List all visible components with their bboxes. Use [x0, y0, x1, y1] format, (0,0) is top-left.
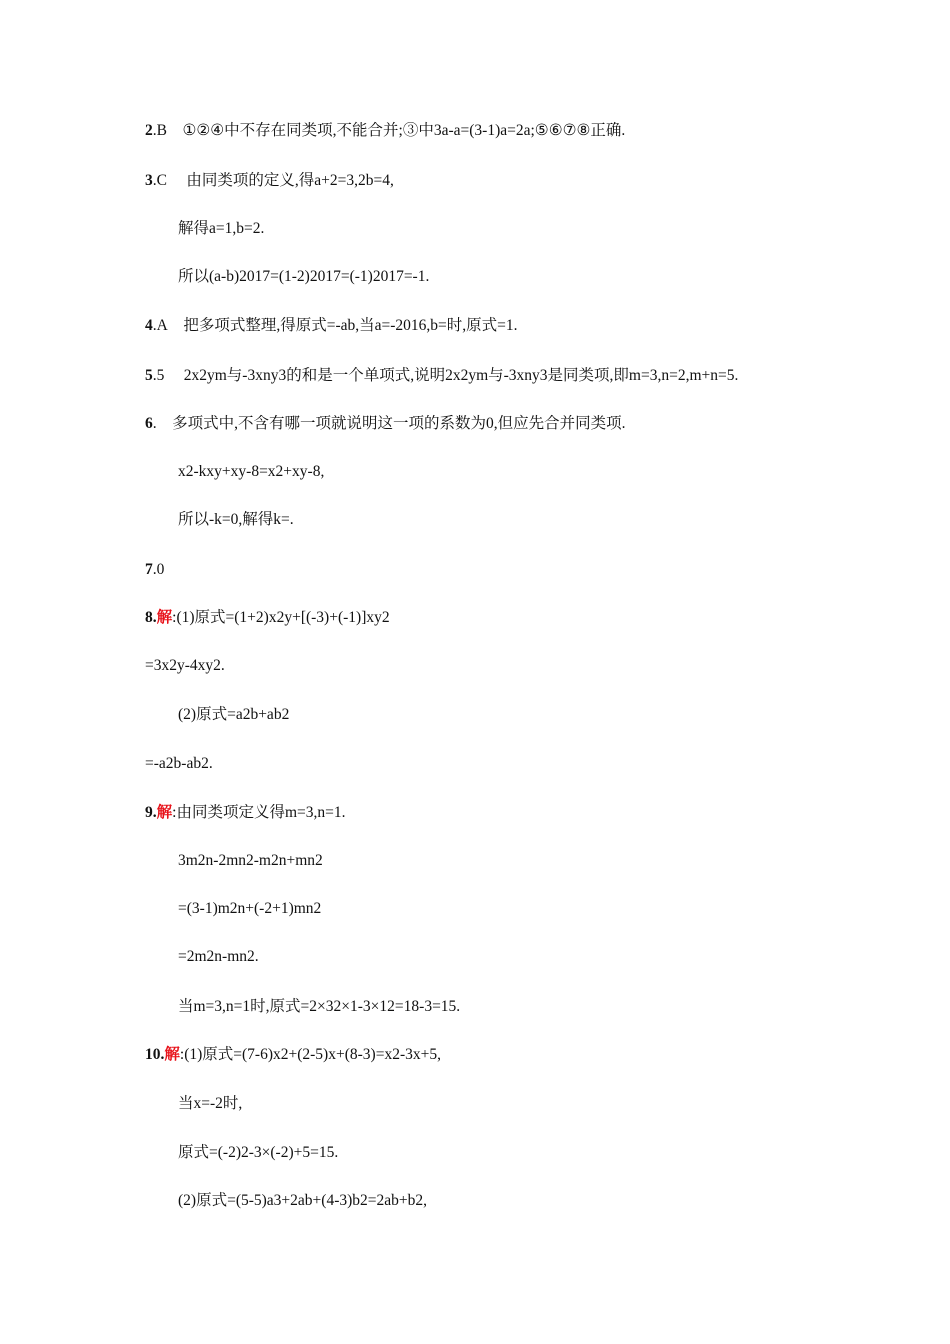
solution-line: :(1)原式=(7-6)x2+(2-5)x+(8-3)=x2-3x+5, — [179, 1046, 441, 1063]
explanation-text: 把多项式整理,得原式=-ab,当a=-2016,b=时,原式=1. — [183, 317, 518, 334]
question-number: 4 — [145, 317, 153, 334]
answer-value: .0 — [152, 561, 165, 578]
solution-line: =2m2n-mn2. — [178, 948, 259, 965]
answer-choice: .A — [152, 317, 168, 334]
solution-line: 原式=(-2)2-3×(-2)+5=15. — [178, 1144, 339, 1161]
answer-choice: .C — [152, 172, 167, 189]
question-number: 9 — [145, 804, 153, 821]
answer-choice: . — [152, 415, 157, 432]
explanation-text: 2x2ym与-3xny3的和是一个单项式,说明2x2ym与-3xny3是同类项,即m=3,n=2,m+n=5. — [183, 367, 739, 384]
solution-line: =3x2y-4xy2. — [145, 657, 225, 674]
solution-line: 所以(a-b)2017=(1-2)2017=(-1)2017=-1. — [178, 268, 430, 285]
question-6 — [145, 414, 626, 434]
question-8: 8.解:(1)原式=(1+2)x2y+[(-3)+(-1)]xy2 — [145, 609, 390, 626]
solution-line: 当x=-2时, — [178, 1095, 243, 1112]
question-number: 5 — [145, 367, 153, 384]
solution-line: x2-kxy+xy-8=x2+xy-8, — [178, 463, 325, 480]
question-4 — [145, 316, 518, 336]
explanation-text: 多项式中,不含有哪一项就说明这一项的系数为0,但应先合并同类项. — [172, 415, 626, 432]
solution-line: 当m=3,n=1时,原式=2×32×1-3×12=18-3=15. — [178, 998, 461, 1015]
solution-line: =(3-1)m2n+(-2+1)mn2 — [178, 900, 322, 917]
question-number: 7 — [145, 561, 153, 578]
solution-line: :(1)原式=(1+2)x2y+[(-3)+(-1)]xy2 — [172, 609, 390, 626]
solution-line: 3m2n-2mn2-m2n+mn2 — [178, 852, 323, 869]
explanation-text: 由同类项的定义,得a+2=3,2b=4, — [186, 172, 394, 189]
solution-line: 所以-k=0,解得k=. — [178, 511, 294, 528]
solution-line: :由同类项定义得m=3,n=1. — [172, 804, 346, 821]
question-number: 6 — [145, 415, 153, 432]
solution-label: 解 — [164, 1046, 180, 1063]
question-2 — [145, 121, 625, 141]
question-number: 3 — [145, 172, 153, 189]
solution-label: 解 — [156, 804, 173, 821]
question-7 — [145, 560, 164, 580]
answer-choice: .B — [152, 122, 167, 139]
question-10: 10.解:(1)原式=(7-6)x2+(2-5)x+(8-3)=x2-3x+5, — [145, 1046, 441, 1063]
question-9: 9.解:由同类项定义得m=3,n=1. — [145, 804, 346, 821]
solution-line: (2)原式=a2b+ab2 — [178, 706, 290, 723]
solution-line: (2)原式=(5-5)a3+2ab+(4-3)b2=2ab+b2, — [178, 1192, 428, 1209]
question-number: 10 — [145, 1046, 161, 1063]
answer-choice: .5 — [152, 367, 165, 384]
question-5 — [145, 366, 738, 386]
solution-line: =-a2b-ab2. — [145, 755, 213, 772]
solution-line: 解得a=1,b=2. — [178, 220, 265, 237]
solution-label: 解 — [156, 609, 173, 626]
question-number: 8 — [145, 609, 153, 626]
question-number: 2 — [145, 122, 153, 139]
question-3 — [145, 171, 394, 191]
explanation-text: ①②④中不存在同类项,不能合并;③中3a-a=(3-1)a=2a;⑤⑥⑦⑧正确. — [182, 122, 626, 139]
